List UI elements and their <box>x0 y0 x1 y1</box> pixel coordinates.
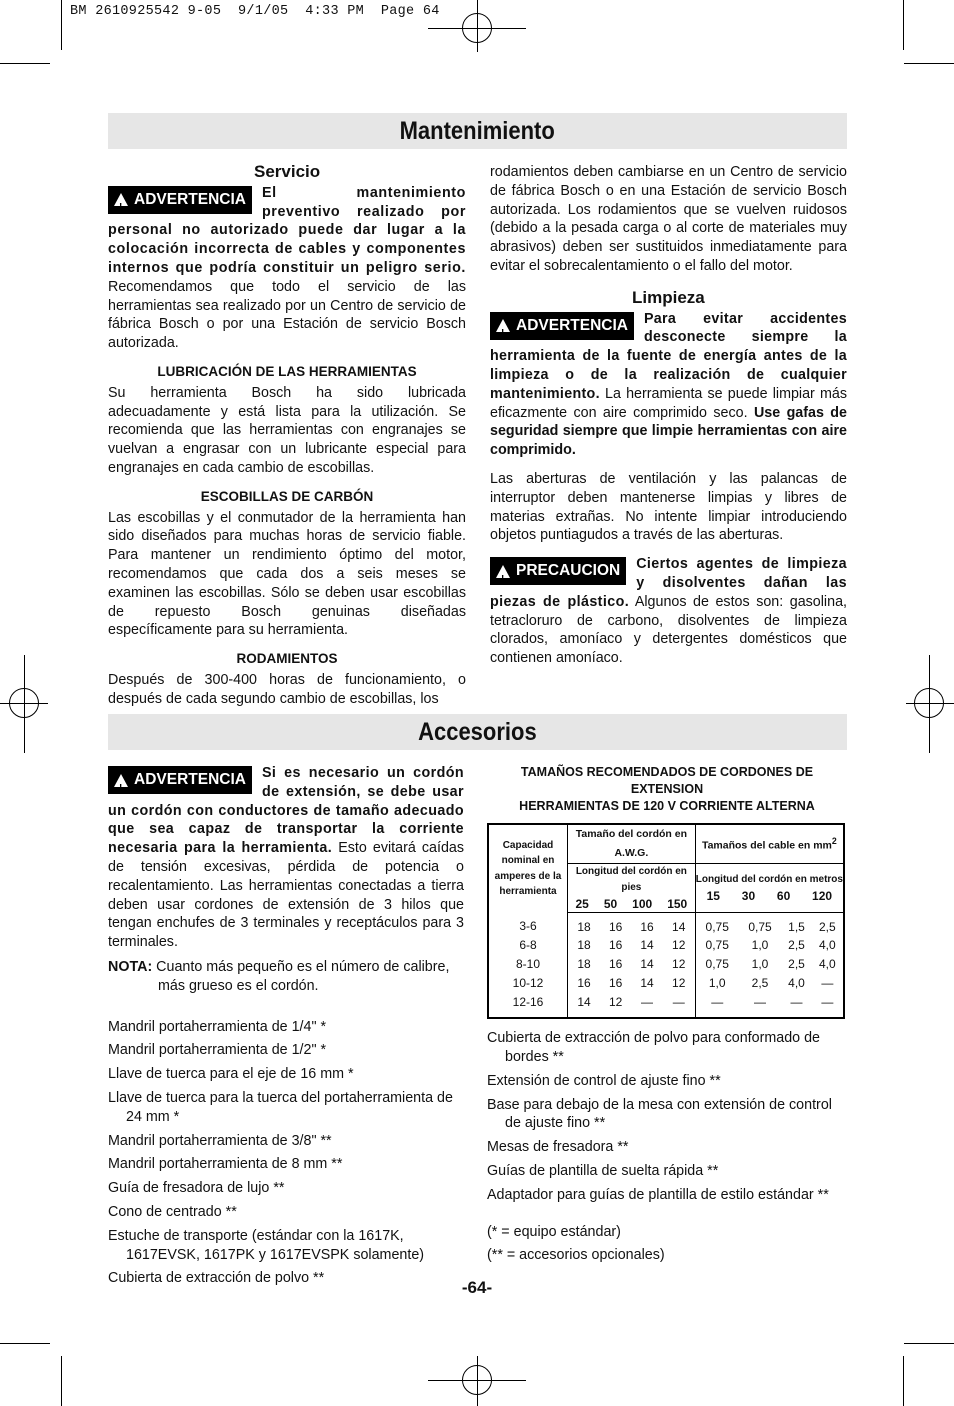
table-row <box>488 936 844 955</box>
table-header-amps: Capacidad nominal en amperes de la herramienta <box>488 824 568 912</box>
cell-awg: 14 <box>640 938 654 953</box>
paragraph-rodamientos: Después de 300-400 horas de funcionamiento, o después de cada segundo cambio de escobillas, los <box>108 671 466 707</box>
cell-awg: 18 <box>577 957 591 972</box>
cell-awg: 14 <box>640 976 654 991</box>
accesorios-right-column <box>487 764 847 1265</box>
warning-triangle-icon <box>496 565 510 578</box>
table-row <box>488 974 844 993</box>
length-meters: 15 <box>706 888 720 903</box>
cell-amps: 8-10 <box>488 955 568 974</box>
warning-text: La herramienta se puede limpiar más eficazmente con aire comprimido seco. <box>490 385 847 421</box>
cell-awg: — <box>641 995 654 1010</box>
cell-mm: 2,5 <box>819 919 836 934</box>
legend-optional: (** = accesorios opcionales) <box>487 1247 665 1264</box>
accessory-item: Base para debajo de la mesa con extensión de control de ajuste fino ** <box>487 1096 832 1132</box>
subheading-limpieza: Limpieza <box>632 287 705 307</box>
table-subheader-label: Longitud del cordón en metros <box>695 873 843 885</box>
cell-awg: 12 <box>663 936 696 955</box>
accessory-list-left <box>108 1018 464 1289</box>
accessory-item: Guías de plantilla de suelta rápida ** <box>487 1162 719 1179</box>
warning-badge <box>490 312 634 340</box>
warning-triangle-icon <box>114 774 128 787</box>
registration-mark <box>9 688 39 718</box>
registration-mark <box>462 1365 492 1395</box>
registration-mark <box>914 688 944 718</box>
warning-bold-text: Para evitar accidentes desconecte siempre la herramienta de la fuente de energía antes de la limpieza o de la realización de cualquier mantenimiento. <box>490 310 847 402</box>
crop-mark <box>61 1356 62 1406</box>
cell-mm: — <box>754 995 766 1010</box>
cell-mm: 4,0 <box>819 957 836 972</box>
table-caption-line: HERRAMIENTAS DE 120 V CORRIENTE ALTERNA <box>519 799 815 813</box>
length-feet: 150 <box>667 896 688 911</box>
warning-badge <box>108 186 252 214</box>
cell-amps: 10-12 <box>488 974 568 993</box>
warning-bold-text: El mantenimiento preventivo realizado por personal no autorizado puede dar lugar a la colocación incorrecta de cables y componentes internos que podría constituir un peligro serio. <box>108 184 466 276</box>
cell-mm: 4,0 <box>819 938 836 953</box>
caution-badge <box>490 557 626 585</box>
registration-mark <box>462 13 492 43</box>
section-band-accesorios <box>108 714 847 750</box>
nota-label: NOTA: <box>108 958 153 975</box>
paragraph-aberturas: Las aberturas de ventilación y las palancas de interruptor deben mantenerse limpias y libres de materias extrañas. No intente limpiar introduciendo objetos puntiagudos a través de las aberturas. <box>490 470 847 544</box>
length-feet: 50 <box>603 896 618 911</box>
page-number: -64- <box>461 1278 493 1297</box>
accessory-item: Mandril portaherramienta de 3/8" ** <box>108 1132 332 1149</box>
table-row <box>488 993 844 1018</box>
table-header-mm-sup: 2 <box>831 836 837 847</box>
table-subheader-meters <box>695 863 844 912</box>
subheading-escobillas: ESCOBILLAS DE CARBÓN <box>200 488 374 504</box>
mantenimiento-left-column <box>108 163 466 709</box>
crop-mark <box>903 1356 904 1406</box>
cell-mm: — <box>790 995 803 1010</box>
length-feet: 100 <box>632 896 653 911</box>
crop-mark <box>0 1343 50 1344</box>
length-meters: 120 <box>812 888 833 903</box>
cell-mm: 2,5 <box>751 976 769 991</box>
badge-label: PRECAUCION <box>516 562 621 580</box>
table-subheader-feet <box>568 863 696 912</box>
accessory-item: Estuche de transporte (estándar con la 1617K, 1617EVSK, 1617PK y 1617EVSPK solamente) <box>108 1227 425 1263</box>
badge-label: ADVERTENCIA <box>516 316 628 334</box>
table-row <box>488 912 844 936</box>
length-meters: 30 <box>741 888 756 903</box>
print-slug: BM 2610925542 9-05 9/1/05 4:33 PM Page 64 <box>70 4 440 19</box>
accessory-item: Llave de tuerca para el eje de 16 mm * <box>108 1066 354 1083</box>
table-caption <box>487 764 847 815</box>
subheading-servicio: Servicio <box>254 162 321 181</box>
length-meters: 60 <box>776 888 791 903</box>
table-subheader-label: Longitud del cordón en pies <box>575 865 687 893</box>
accessory-item: Guía de fresadora de lujo ** <box>108 1180 285 1197</box>
cell-awg: 14 <box>577 995 591 1010</box>
paragraph-lubricacion: Su herramienta Bosch ha sido lubricada adecuadamente y está lista para la utilización. Se recomienda que las herramientas con engranajes se vuelvan a engrasar con un lubricante especial para engranajes en cada cambio de escobillas. <box>108 384 466 476</box>
table-header-mm-label: Tamaños del cable en mm <box>701 839 832 852</box>
cell-awg: 12 <box>663 955 696 974</box>
cell-awg: 14 <box>640 957 654 972</box>
paragraph-escobillas: Las escobillas y el conmutador de la herramienta han sido diseñados para muchas horas de servicio fiable. Para mantener un rendimiento óptimo del motor, recomendamos que cada dos a seis meses se examinen las escobillas. Sólo se deben usar escobillas de repuesto Bosch genuinas diseñadas específicamente para su herramienta. <box>108 509 466 639</box>
cell-mm: 0,75 <box>705 919 729 934</box>
meter-lengths <box>696 888 843 904</box>
feet-lengths <box>568 896 695 912</box>
cell-awg: 16 <box>609 976 623 991</box>
cell-amps: 3-6 <box>488 912 568 936</box>
cell-mm: 4,0 <box>788 976 805 991</box>
section-title: Mantenimiento <box>399 116 556 145</box>
cell-mm: 0,75 <box>705 938 729 953</box>
cell-mm: 1,0 <box>751 957 769 972</box>
cell-awg: 16 <box>577 976 591 991</box>
legend-standard: (* = equipo estándar) <box>487 1223 621 1240</box>
crop-mark <box>0 63 50 64</box>
cell-mm: 1,0 <box>751 938 769 953</box>
accessory-item: Mandril portaherramienta de 1/4" * <box>108 1018 327 1035</box>
cell-awg: 12 <box>609 995 623 1010</box>
accessory-item: Mesas de fresadora ** <box>487 1139 629 1156</box>
accessory-item: Extensión de control de ajuste fino ** <box>487 1072 721 1089</box>
subheading-rodamientos: RODAMIENTOS <box>236 651 338 667</box>
accessory-item: Cubierta de extracción de polvo para conformado de bordes ** <box>487 1030 821 1065</box>
cell-mm: 0,75 <box>748 919 772 934</box>
accessory-item: Mandril portaherramienta de 8 mm ** <box>108 1156 343 1173</box>
legend <box>487 1223 847 1266</box>
caution-bold-text: Ciertos agentes de limpieza y disolventes dañan las piezas de plástico. <box>490 556 847 610</box>
nota-text: Cuanto más pequeño es el número de calibre, más grueso es el cordón. <box>152 958 450 994</box>
paragraph-rodamientos-cont: rodamientos deben cambiarse en un Centro de servicio de fábrica Bosch o en una Estación de servicio Bosch autorizada. Los rodamientos que se vuelven ruidosos (debido a la pesada carga o al corte de materiales muy abrasivos) deben ser sustituidos inmediatamente para evitar el sobrecalentamiento o el fallo del motor. <box>490 164 847 274</box>
section-title: Accesorios <box>418 717 537 746</box>
cell-mm: — <box>821 995 834 1010</box>
cell-awg: 14 <box>663 912 696 936</box>
cell-awg: 18 <box>577 938 591 953</box>
mantenimiento-right-column <box>490 163 847 668</box>
cell-mm: 0,75 <box>705 957 729 972</box>
subheading-lubricacion: LUBRICACIÓN DE LAS HERRAMIENTAS <box>157 363 417 379</box>
warning-bold-text: Si es necesario un cordón de extensión, se debe usar un cordón con conductores de tamaño adecuado que sea capaz de transportar la corriente necesaria para la herramienta. <box>108 765 464 857</box>
cell-mm: 2,5 <box>788 957 805 972</box>
accesorios-left-column <box>108 764 464 1293</box>
cell-awg: 16 <box>609 938 623 953</box>
cell-awg: 12 <box>663 974 696 993</box>
accessory-item: Mandril portaherramienta de 1/2" * <box>108 1042 327 1059</box>
cell-amps: 6-8 <box>488 936 568 955</box>
warning-triangle-icon <box>114 193 128 206</box>
crop-mark <box>903 0 904 50</box>
length-feet: 25 <box>575 896 589 911</box>
cell-mm: 1,0 <box>708 976 726 991</box>
section-band-mantenimiento <box>108 113 847 149</box>
cell-awg: 16 <box>609 957 623 972</box>
crop-mark <box>904 1343 954 1344</box>
accessory-item: Cono de centrado ** <box>108 1203 237 1220</box>
cell-awg: 16 <box>640 919 654 934</box>
table-header-mm <box>695 824 844 863</box>
caution-text: Algunos de estos son: gasolina, tetracloruro de carbono, disolventes de limpieza clorados, amoníaco y detergentes domésticos que contienen amoníaco. <box>490 593 847 667</box>
table-caption-line: TAMAÑOS RECOMENDADOS DE CORDONES DE EXTENSION <box>520 765 814 796</box>
extension-cord-table <box>487 823 845 1019</box>
cell-awg: 18 <box>577 919 591 934</box>
warning-bold-text-2: Use gafas de seguridad siempre que limpie herramientas con aire comprimido. <box>490 404 847 459</box>
table-row <box>488 955 844 974</box>
cell-awg: — <box>663 993 696 1018</box>
accessory-item: Cubierta de extracción de polvo ** <box>108 1270 325 1287</box>
warning-triangle-icon <box>496 319 510 332</box>
warning-text: Recomendamos que todo el servicio de las herramientas sea realizado por un Centro de servicio de fábrica Bosch o por una Estación de servicio Bosch autorizada. <box>108 278 466 352</box>
cell-amps: 12-16 <box>488 993 568 1018</box>
warning-text: Esto evitará caídas de tensión excesivas, pérdida de potencia o recalentamiento. Las herramientas conectadas a tierra deben usar cordones de extensión de 3 hilos que tengan enchufes de 3 terminales y receptáculos para 3 terminales. <box>108 840 464 951</box>
cell-mm: — <box>821 976 834 991</box>
crop-mark <box>904 63 954 64</box>
warning-badge <box>108 766 252 794</box>
badge-label: ADVERTENCIA <box>134 190 246 208</box>
cell-mm: 2,5 <box>788 938 805 953</box>
table-header-awg: Tamaño del cordón en A.W.G. <box>568 824 696 863</box>
nota <box>108 958 464 996</box>
cell-mm: 1,5 <box>788 919 805 934</box>
cell-mm: — <box>711 995 724 1010</box>
accessory-list-right <box>487 1029 847 1204</box>
badge-label: ADVERTENCIA <box>134 771 246 788</box>
accessory-item: Adaptador para guías de plantilla de estilo estándar ** <box>487 1186 829 1203</box>
crop-mark <box>61 0 62 50</box>
cell-awg: 16 <box>609 919 623 934</box>
accessory-item: Llave de tuerca para la tuerca del portaherramienta de 24 mm * <box>108 1089 453 1125</box>
